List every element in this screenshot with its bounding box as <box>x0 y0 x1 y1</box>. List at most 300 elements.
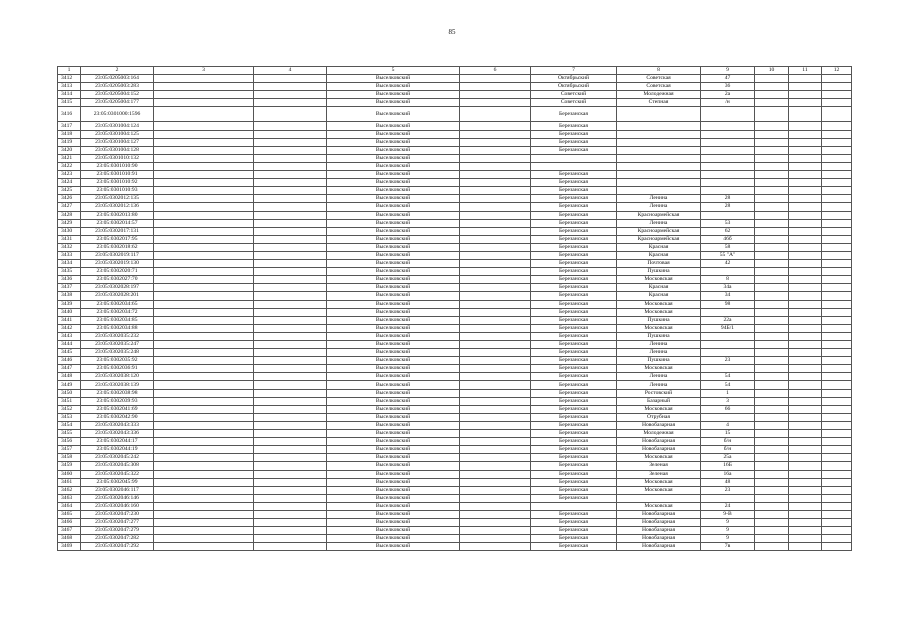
column-header: 10 <box>755 67 789 75</box>
table-cell: Березанская <box>531 438 617 446</box>
table-cell: 7в <box>701 543 755 551</box>
table-cell: Московская <box>617 502 701 510</box>
table-cell: Выселковский <box>327 260 460 268</box>
table-cell <box>822 519 852 527</box>
table-cell <box>154 438 254 446</box>
table-cell: 3443 <box>58 332 81 340</box>
table-cell <box>460 413 531 421</box>
table-row <box>58 187 852 195</box>
table-cell: Березанская <box>531 138 617 146</box>
table-cell: 23 <box>701 486 755 494</box>
table-cell: 3467 <box>58 527 81 535</box>
table-cell: Березанская <box>531 389 617 397</box>
table-cell <box>460 268 531 276</box>
table-cell: 23:05:0205003:164 <box>81 75 154 83</box>
table-row <box>58 91 852 99</box>
table-cell <box>822 83 852 91</box>
table-cell <box>822 357 852 365</box>
table-cell: Березанская <box>531 332 617 340</box>
table-cell <box>154 227 254 235</box>
column-header: 11 <box>789 67 822 75</box>
table-row <box>58 357 852 365</box>
table-cell <box>789 211 822 219</box>
table-cell <box>154 154 254 162</box>
table-cell <box>789 284 822 292</box>
table-cell <box>460 543 531 551</box>
table-cell <box>460 486 531 494</box>
table-cell: 23:05:0301004:128 <box>81 146 154 154</box>
table-cell: Выселковский <box>327 324 460 332</box>
table-cell <box>822 268 852 276</box>
table-cell: Красная <box>617 243 701 251</box>
table-cell <box>822 138 852 146</box>
table-cell <box>460 365 531 373</box>
table-cell: Выселковский <box>327 187 460 195</box>
table-cell <box>460 284 531 292</box>
table-cell <box>789 397 822 405</box>
table-cell: Выселковский <box>327 381 460 389</box>
table-cell: 98 <box>701 300 755 308</box>
table-cell <box>789 260 822 268</box>
column-header: 9 <box>701 67 755 75</box>
table-cell: 23:05:0302047:292 <box>81 543 154 551</box>
table-cell: 3454 <box>58 421 81 429</box>
table-cell <box>254 341 327 349</box>
table-cell <box>755 446 789 454</box>
table-cell <box>822 211 852 219</box>
table-cell <box>789 438 822 446</box>
table-cell <box>460 162 531 170</box>
table-cell <box>154 316 254 324</box>
table-cell: Выселковский <box>327 502 460 510</box>
table-cell <box>460 276 531 284</box>
table-cell <box>460 430 531 438</box>
table-cell: 23:05:0301004:125 <box>81 130 154 138</box>
table-cell <box>822 243 852 251</box>
table-cell <box>822 99 852 107</box>
table-cell <box>822 154 852 162</box>
table-cell <box>822 454 852 462</box>
table-cell: Выселковский <box>327 510 460 518</box>
table-cell <box>154 162 254 170</box>
table-cell <box>755 502 789 510</box>
table-cell: Березанская <box>531 341 617 349</box>
table-cell: 23:05:0302039:93 <box>81 397 154 405</box>
table-row <box>58 260 852 268</box>
table-cell: Выселковский <box>327 219 460 227</box>
table-cell: 42 <box>701 260 755 268</box>
table-cell: 23:05:0302017:95 <box>81 235 154 243</box>
table-cell: 23:05:0301004:124 <box>81 122 154 130</box>
table-cell <box>789 543 822 551</box>
table-cell <box>254 413 327 421</box>
table-cell: 23:05:0301010:90 <box>81 162 154 170</box>
table-cell: 3453 <box>58 413 81 421</box>
table-cell <box>154 543 254 551</box>
table-cell: Новобазарная <box>617 446 701 454</box>
table-cell <box>254 510 327 518</box>
table-cell: 23:05:0302035:247 <box>81 341 154 349</box>
table-cell: Березанская <box>531 276 617 284</box>
table-cell <box>822 478 852 486</box>
table-cell <box>460 462 531 470</box>
table-cell: Березанская <box>531 543 617 551</box>
table-cell: Березанская <box>531 413 617 421</box>
table-cell: Березанская <box>531 373 617 381</box>
table-cell <box>460 454 531 462</box>
table-cell: Березанская <box>531 251 617 259</box>
table-row <box>58 122 852 130</box>
table-cell <box>460 332 531 340</box>
table-cell <box>701 122 755 130</box>
table-cell: Почтовая <box>617 260 701 268</box>
table-cell <box>154 75 254 83</box>
table-cell <box>755 179 789 187</box>
table-row <box>58 300 852 308</box>
table-cell: 23:05:0302035:92 <box>81 357 154 365</box>
table-cell <box>460 470 531 478</box>
table-cell <box>254 308 327 316</box>
table-cell: 23:05:0302034:65 <box>81 300 154 308</box>
table-cell <box>154 446 254 454</box>
table-cell <box>254 478 327 486</box>
table-cell: Выселковский <box>327 365 460 373</box>
table-cell <box>154 357 254 365</box>
table-cell <box>789 130 822 138</box>
page-number: 85 <box>448 28 456 36</box>
table-cell: 23:05:0205003:283 <box>81 83 154 91</box>
table-cell <box>154 324 254 332</box>
table-cell <box>822 75 852 83</box>
table-cell <box>460 510 531 518</box>
table-cell: Выселковский <box>327 146 460 154</box>
table-cell <box>789 146 822 154</box>
table-cell <box>755 341 789 349</box>
table-cell: Березанская <box>531 397 617 405</box>
table-cell <box>755 324 789 332</box>
table-cell: Выселковский <box>327 292 460 300</box>
table-cell <box>254 470 327 478</box>
table-cell <box>701 494 755 502</box>
table-cell <box>822 341 852 349</box>
table-cell: 23:05:0302044:17 <box>81 438 154 446</box>
table-row <box>58 365 852 373</box>
table-cell <box>254 446 327 454</box>
table-cell <box>701 146 755 154</box>
table-cell: Березанская <box>531 260 617 268</box>
table-cell <box>254 122 327 130</box>
table-cell: Выселковский <box>327 91 460 99</box>
table-cell <box>822 405 852 413</box>
table-cell: Березанская <box>531 454 617 462</box>
table-cell: 3419 <box>58 138 81 146</box>
table-cell <box>822 260 852 268</box>
table-cell <box>789 292 822 300</box>
table-cell <box>254 292 327 300</box>
table-cell: Молодежная <box>617 91 701 99</box>
table-cell: Зеленая <box>617 462 701 470</box>
table-cell <box>755 421 789 429</box>
table-cell: 48 <box>701 478 755 486</box>
table-cell <box>154 510 254 518</box>
table-cell <box>154 300 254 308</box>
table-cell: Выселковский <box>327 486 460 494</box>
table-cell: Пушкина <box>617 332 701 340</box>
table-cell <box>460 478 531 486</box>
table-cell <box>755 405 789 413</box>
table-cell: Березанская <box>531 316 617 324</box>
table-cell <box>617 179 701 187</box>
table-cell <box>460 389 531 397</box>
table-cell: 36 <box>701 83 755 91</box>
table-cell <box>755 91 789 99</box>
table-cell <box>460 308 531 316</box>
table-cell: 3436 <box>58 276 81 284</box>
table-row <box>58 146 852 154</box>
table-cell <box>701 107 755 122</box>
table-cell <box>254 421 327 429</box>
table-cell <box>460 405 531 413</box>
table-row <box>58 162 852 170</box>
table-cell <box>154 502 254 510</box>
table-cell <box>789 203 822 211</box>
table-cell: 3469 <box>58 543 81 551</box>
table-cell <box>154 211 254 219</box>
table-cell <box>822 332 852 340</box>
table-cell <box>789 365 822 373</box>
table-cell: Березанская <box>531 122 617 130</box>
table-row <box>58 211 852 219</box>
table-cell: Выселковский <box>327 389 460 397</box>
table-cell: 23:05:0302047:230 <box>81 510 154 518</box>
table-cell: 3451 <box>58 397 81 405</box>
table-cell <box>822 527 852 535</box>
table-row <box>58 438 852 446</box>
table-cell: 54 <box>701 373 755 381</box>
table-cell: 66 <box>701 405 755 413</box>
table-cell <box>789 462 822 470</box>
table-cell <box>460 357 531 365</box>
table-cell <box>154 260 254 268</box>
table-cell <box>154 99 254 107</box>
table-cell <box>701 154 755 162</box>
table-cell <box>254 162 327 170</box>
table-cell <box>822 122 852 130</box>
table-cell <box>755 527 789 535</box>
table-cell <box>254 373 327 381</box>
table-cell <box>460 292 531 300</box>
table-cell <box>701 349 755 357</box>
table-cell <box>789 107 822 122</box>
table-cell: Березанская <box>531 284 617 292</box>
table-cell: 23:05:0302019:117 <box>81 251 154 259</box>
table-cell: 3439 <box>58 300 81 308</box>
table-cell <box>822 413 852 421</box>
table-cell <box>460 300 531 308</box>
table-cell: Березанская <box>531 146 617 154</box>
table-cell <box>254 324 327 332</box>
table-cell <box>460 243 531 251</box>
table-cell: Ленина <box>617 219 701 227</box>
table-cell <box>822 308 852 316</box>
table-cell <box>154 203 254 211</box>
table-cell <box>755 300 789 308</box>
table-cell: 3457 <box>58 446 81 454</box>
table-cell: Выселковский <box>327 99 460 107</box>
table-cell <box>755 535 789 543</box>
table-cell <box>154 91 254 99</box>
table-cell <box>755 470 789 478</box>
table-cell <box>154 341 254 349</box>
table-cell <box>531 502 617 510</box>
table-cell: 3466 <box>58 519 81 527</box>
table-cell <box>755 397 789 405</box>
table-cell <box>822 91 852 99</box>
table-cell <box>460 381 531 389</box>
table-cell: 23:05:0302046:146 <box>81 494 154 502</box>
table-cell <box>254 397 327 405</box>
table-cell: 3421 <box>58 154 81 162</box>
table-cell <box>154 527 254 535</box>
column-header: 6 <box>460 67 531 75</box>
table-cell: Березанская <box>531 357 617 365</box>
table-cell <box>789 341 822 349</box>
table-cell: 23:05:0302018:62 <box>81 243 154 251</box>
table-cell: Березанская <box>531 211 617 219</box>
table-cell: Пушкина <box>617 357 701 365</box>
table-cell <box>154 486 254 494</box>
table-cell <box>154 478 254 486</box>
table-body <box>58 75 852 551</box>
table-cell <box>822 179 852 187</box>
table-cell <box>254 519 327 527</box>
table-row <box>58 470 852 478</box>
table-cell: 3427 <box>58 203 81 211</box>
table-cell <box>254 138 327 146</box>
table-cell <box>755 211 789 219</box>
table-cell <box>822 107 852 122</box>
table-cell <box>755 260 789 268</box>
table-cell: Березанская <box>531 107 617 122</box>
table-cell: 46б <box>701 235 755 243</box>
table-cell: 23:05:0302045:99 <box>81 478 154 486</box>
table-cell <box>822 324 852 332</box>
table-cell <box>460 494 531 502</box>
table-cell: Красноармейская <box>617 211 701 219</box>
table-row <box>58 341 852 349</box>
table-cell: Базарный <box>617 397 701 405</box>
table-cell <box>154 251 254 259</box>
table-cell: 3417 <box>58 122 81 130</box>
table-cell: 3434 <box>58 260 81 268</box>
table-cell <box>822 430 852 438</box>
table-cell <box>789 162 822 170</box>
table-cell: 23:05:0301010:93 <box>81 187 154 195</box>
table-cell: Березанская <box>531 486 617 494</box>
table-cell: 54 <box>701 381 755 389</box>
table-cell <box>789 276 822 284</box>
table-cell: Выселковский <box>327 211 460 219</box>
table-cell: 23 <box>701 357 755 365</box>
table-cell <box>460 421 531 429</box>
table-cell: Выселковский <box>327 413 460 421</box>
table-cell: 3413 <box>58 83 81 91</box>
table-cell: Выселковский <box>327 154 460 162</box>
table-cell: 22а <box>701 316 755 324</box>
table-cell <box>755 99 789 107</box>
table-cell: Пушкина <box>617 268 701 276</box>
table-cell <box>154 430 254 438</box>
table-cell <box>789 470 822 478</box>
table-cell: Московская <box>617 324 701 332</box>
table-row <box>58 494 852 502</box>
table-row <box>58 349 852 357</box>
table-cell: Выселковский <box>327 235 460 243</box>
table-cell <box>254 154 327 162</box>
table-cell: 3444 <box>58 341 81 349</box>
table-cell <box>154 235 254 243</box>
table-cell: 3441 <box>58 316 81 324</box>
table-cell: Березанская <box>531 470 617 478</box>
table-cell: 3428 <box>58 211 81 219</box>
table-cell: 3424 <box>58 179 81 187</box>
table-cell: Московская <box>617 478 701 486</box>
table-cell: 23:05:0301004:127 <box>81 138 154 146</box>
table-cell: 53 <box>701 219 755 227</box>
table-cell: 15 <box>701 430 755 438</box>
table-cell <box>154 494 254 502</box>
table-row <box>58 397 852 405</box>
table-cell <box>755 478 789 486</box>
table-cell <box>460 130 531 138</box>
table-cell <box>254 179 327 187</box>
table-cell <box>154 83 254 91</box>
table-cell: Выселковский <box>327 527 460 535</box>
table-cell <box>154 535 254 543</box>
table-cell <box>460 195 531 203</box>
table-cell: 9 <box>701 519 755 527</box>
table-cell <box>460 373 531 381</box>
table-cell: 23:05:0302043:336 <box>81 430 154 438</box>
table-cell: Березанская <box>531 195 617 203</box>
table-cell <box>755 292 789 300</box>
table-cell: 23:05:0302042:90 <box>81 413 154 421</box>
table-cell <box>617 171 701 179</box>
table-cell <box>789 519 822 527</box>
table-cell <box>154 349 254 357</box>
table-cell <box>254 99 327 107</box>
table-cell <box>789 179 822 187</box>
table-cell <box>617 494 701 502</box>
table-cell: Ростовский <box>617 389 701 397</box>
table-cell <box>154 292 254 300</box>
table-cell <box>531 154 617 162</box>
table-cell: Березанская <box>531 243 617 251</box>
table-row <box>58 421 852 429</box>
table-cell: 16а <box>701 470 755 478</box>
table-cell: Березанская <box>531 446 617 454</box>
table-cell: 23:05:0302019:130 <box>81 260 154 268</box>
table-cell <box>755 543 789 551</box>
table-cell <box>822 284 852 292</box>
table-cell: 58 <box>701 243 755 251</box>
table-cell <box>154 107 254 122</box>
table-row <box>58 99 852 107</box>
table-cell: Выселковский <box>327 373 460 381</box>
table-cell <box>789 227 822 235</box>
table-cell <box>254 276 327 284</box>
table-cell: Пушкина <box>617 316 701 324</box>
